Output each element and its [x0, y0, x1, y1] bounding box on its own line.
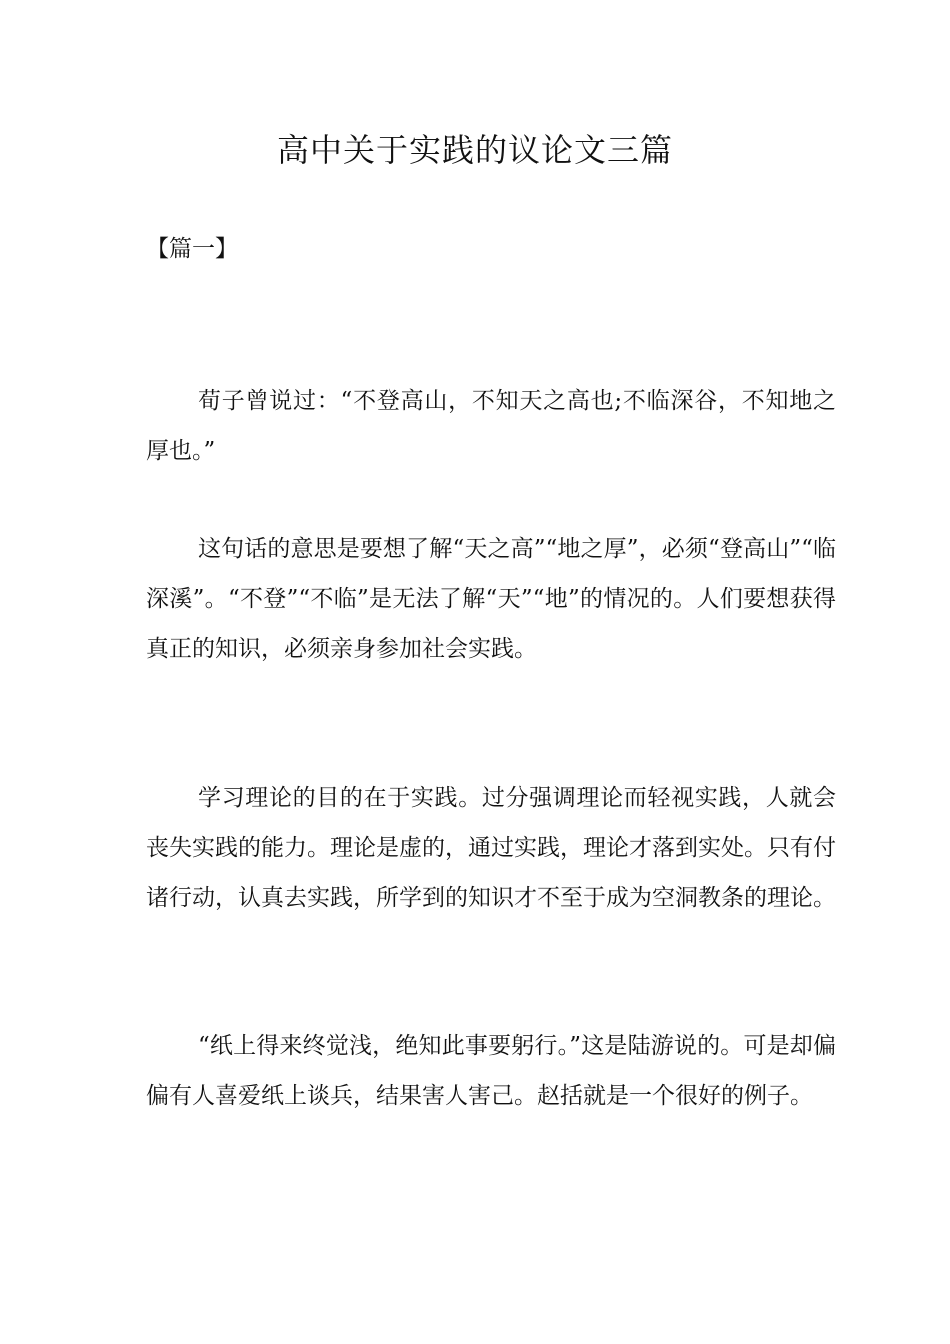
paragraph-1: 荀子曾说过：“不登高山，不知天之高也;不临深谷，不知地之厚也。” [146, 388, 836, 464]
paragraph-3: 学习理论的目的在于实践。过分强调理论而轻视实践，人就会丧失实践的能力。理论是虚的，通过实践，理论才落到实处。只有付诸行动，认真去实践，所学到的知识才不至于成为空洞教条的理论。 [146, 785, 836, 911]
section-label: 【篇一】 [146, 236, 238, 262]
document-title: 高中关于实践的议论文三篇 [276, 131, 673, 169]
paragraph-4: “纸上得来终觉浅，绝知此事要躬行。”这是陆游说的。可是却偏偏有人喜爱纸上谈兵，结果害人害己。赵括就是一个很好的例子。 [146, 1033, 836, 1109]
paragraph-2: 这句话的意思是要想了解“天之高”“地之厚”，必须“登高山”“临深溪”。“不登”“不临”是无法了解“天”“地”的情况的。人们要想获得真正的知识，必须亲身参加社会实践。 [146, 536, 836, 662]
